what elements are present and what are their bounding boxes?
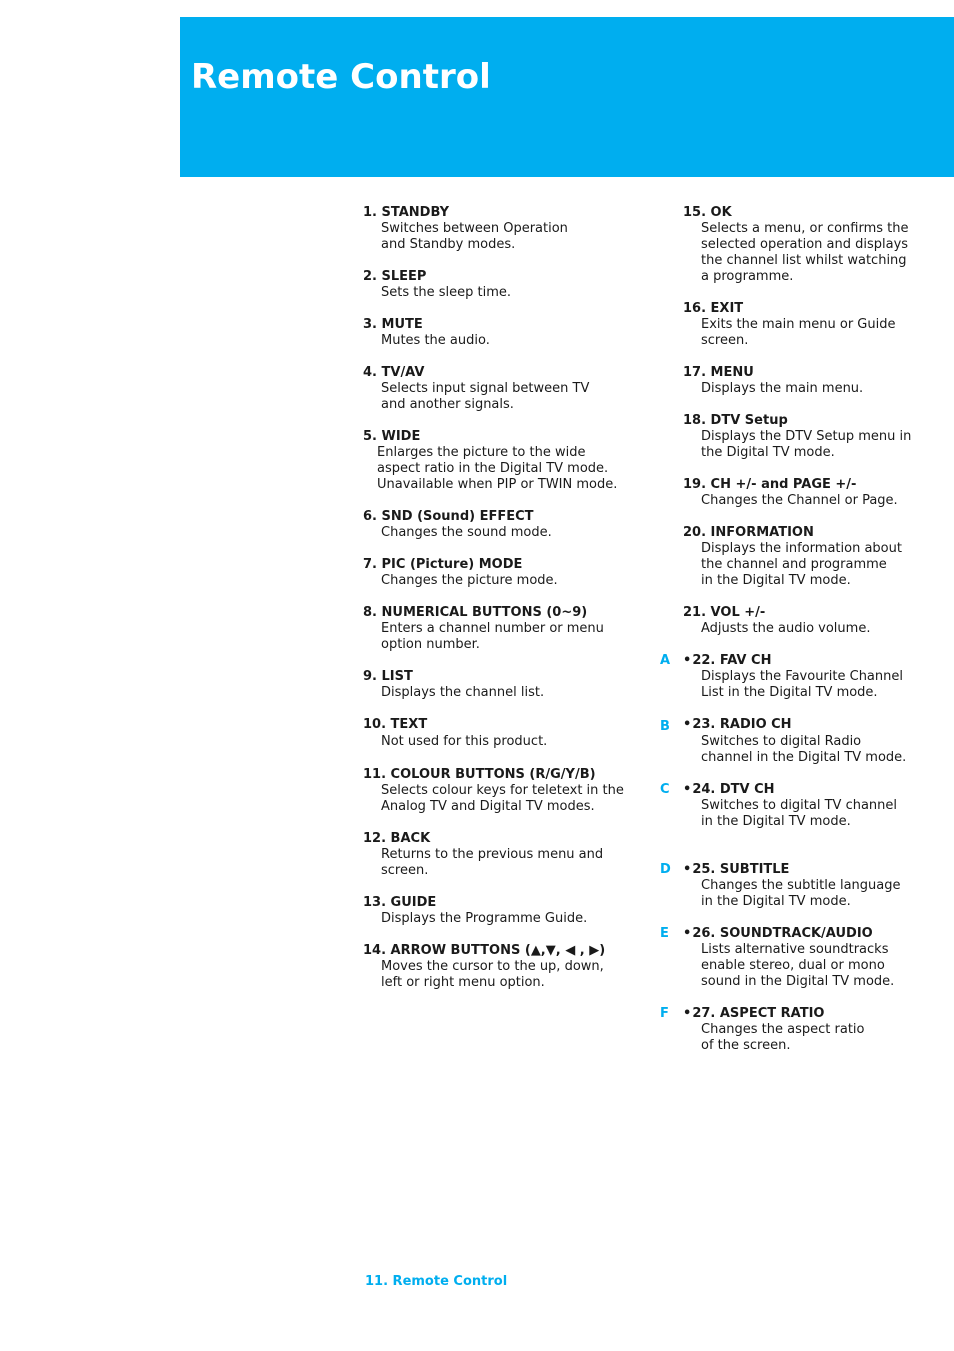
- list-item-snd-effect: [363, 509, 643, 541]
- list-item-mute: [363, 317, 643, 349]
- item-description: Selects a menu, or confirms the selected operation and displays the channel list whilst watching a programme.: [701, 221, 909, 284]
- item-title: 3. MUTE: [363, 317, 423, 332]
- list-item-arrow-buttons: [363, 943, 643, 991]
- item-description: Not used for this product.: [381, 734, 548, 749]
- item-title: 1. STANDBY: [363, 205, 450, 220]
- item-title-text: 26. SOUNDTRACK/AUDIO: [692, 926, 873, 941]
- item-title: 14. ARROW BUTTONS (▲,▼, ◀ , ▶): [363, 943, 606, 958]
- item-title: 2. SLEEP: [363, 269, 427, 284]
- item-description: Changes the Channel or Page.: [701, 493, 898, 508]
- item-title: 8. NUMERICAL BUTTONS (0~9): [363, 605, 588, 620]
- list-item-menu: [660, 365, 954, 397]
- item-title: 15. OK: [683, 205, 732, 220]
- item-description: Selects colour keys for teletext in the Analog TV and Digital TV modes.: [381, 783, 624, 814]
- item-description: Lists alternative soundtracks enable stereo, dual or mono sound in the Digital TV mode.: [701, 942, 895, 989]
- list-item-sleep: [363, 269, 643, 301]
- item-description: Displays the Programme Guide.: [381, 911, 588, 926]
- list-item-subtitle: [660, 862, 954, 910]
- item-description: Displays the information about the channel and programme in the Digital TV mode.: [701, 541, 902, 588]
- item-title: 4. TV/AV: [363, 365, 425, 380]
- right-column: [660, 205, 954, 1054]
- item-description: Displays the Favourite Channel List in the Digital TV mode.: [701, 669, 903, 700]
- left-column: [363, 205, 643, 991]
- item-title: [683, 926, 954, 942]
- item-title: [683, 782, 954, 798]
- bullet: •: [683, 1006, 692, 1021]
- item-title: 13. GUIDE: [363, 895, 437, 910]
- item-description: Switches to digital TV channel in the Digital TV mode.: [701, 798, 898, 829]
- item-description: Returns to the previous menu and screen.: [381, 847, 604, 878]
- key-marker-f: F: [660, 1006, 669, 1021]
- list-item-text: [363, 717, 643, 750]
- key-marker-e: E: [660, 926, 669, 941]
- item-title: 12. BACK: [363, 831, 431, 846]
- header-band: [180, 17, 954, 177]
- list-item-information: [660, 525, 954, 589]
- list-item-wide: [363, 429, 643, 493]
- list-item-guide: [363, 895, 643, 927]
- key-marker-b: B: [660, 719, 670, 734]
- item-title: [683, 862, 954, 878]
- item-title: 19. CH +/- and PAGE +/-: [683, 477, 857, 492]
- item-description: Selects input signal between TV and another signals.: [381, 381, 590, 412]
- list-item-standby: [363, 205, 643, 253]
- item-title: 5. WIDE: [363, 429, 421, 444]
- item-title: 6. SND (Sound) EFFECT: [363, 509, 534, 524]
- list-item-back: [363, 831, 643, 879]
- list-item-fav-ch: [660, 653, 954, 701]
- list-item-soundtrack-audio: [660, 926, 954, 990]
- item-description: Displays the main menu.: [701, 381, 864, 396]
- item-description: Changes the sound mode.: [381, 525, 552, 540]
- item-title-text: 27. ASPECT RATIO: [692, 1006, 825, 1021]
- bullet: •: [683, 926, 692, 941]
- key-marker-d: D: [660, 862, 671, 877]
- list-item-numerical-buttons: [363, 605, 643, 653]
- item-title: 16. EXIT: [683, 301, 744, 316]
- item-description: Switches to digital Radio channel in the Digital TV mode.: [701, 734, 907, 765]
- item-title-text: 22. FAV CH: [692, 653, 772, 668]
- list-item-list: [363, 669, 643, 701]
- list-item-exit: [660, 301, 954, 349]
- key-marker-c: C: [660, 782, 670, 797]
- item-title: [683, 717, 954, 733]
- item-description: Displays the channel list.: [381, 685, 545, 700]
- item-description: Changes the picture mode.: [381, 573, 558, 588]
- item-description: Displays the DTV Setup menu in the Digital TV mode.: [701, 429, 912, 460]
- item-description: Adjusts the audio volume.: [701, 621, 871, 636]
- item-title: [683, 653, 954, 669]
- bullet: •: [683, 782, 692, 797]
- list-item-radio-ch: [660, 717, 954, 766]
- item-description: Switches between Operation and Standby modes.: [381, 221, 568, 252]
- page-footer: 11. Remote Control: [365, 1274, 508, 1289]
- item-title-text: 23. RADIO CH: [692, 717, 792, 732]
- item-title: 10. TEXT: [363, 717, 428, 732]
- key-marker-a: A: [660, 653, 671, 668]
- bullet: •: [683, 717, 692, 732]
- item-description: Changes the subtitle language in the Digital TV mode.: [701, 878, 901, 909]
- item-description: Mutes the audio.: [381, 333, 490, 348]
- item-description: Exits the main menu or Guide screen.: [701, 317, 896, 348]
- item-title: 17. MENU: [683, 365, 754, 380]
- list-item-tv-av: [363, 365, 643, 413]
- list-item-dtv-ch: [660, 782, 954, 830]
- list-item-dtv-setup: [660, 413, 954, 461]
- item-description: Moves the cursor to the up, down, left or right menu option.: [381, 959, 604, 990]
- list-item-colour-buttons: [363, 767, 643, 815]
- item-title: 9. LIST: [363, 669, 413, 684]
- list-item-ch-page: [660, 477, 954, 509]
- item-description: Sets the sleep time.: [381, 285, 511, 300]
- bullet: •: [683, 653, 692, 668]
- page-title: Remote Control: [191, 57, 491, 97]
- item-title-text: 25. SUBTITLE: [692, 862, 790, 877]
- item-title-text: 24. DTV CH: [692, 782, 775, 797]
- list-item-vol: [660, 605, 954, 637]
- list-item-aspect-ratio: [660, 1006, 954, 1054]
- list-item-ok: [660, 205, 954, 285]
- list-item-pic-mode: [363, 557, 643, 589]
- item-title: 21. VOL +/-: [683, 605, 766, 620]
- item-description: Changes the aspect ratio of the screen.: [701, 1022, 865, 1053]
- item-title: 20. INFORMATION: [683, 525, 814, 540]
- item-title: [683, 1006, 954, 1022]
- item-description: Enters a channel number or menu option number.: [381, 621, 604, 652]
- item-title: 18. DTV Setup: [683, 413, 788, 428]
- item-description: Enlarges the picture to the wide aspect ratio in the Digital TV mode. Unavailable when PIP or TWIN mode.: [377, 445, 618, 492]
- item-title: 11. COLOUR BUTTONS (R/G/Y/B): [363, 767, 596, 782]
- item-title: 7. PIC (Picture) MODE: [363, 557, 523, 572]
- bullet: •: [683, 862, 692, 877]
